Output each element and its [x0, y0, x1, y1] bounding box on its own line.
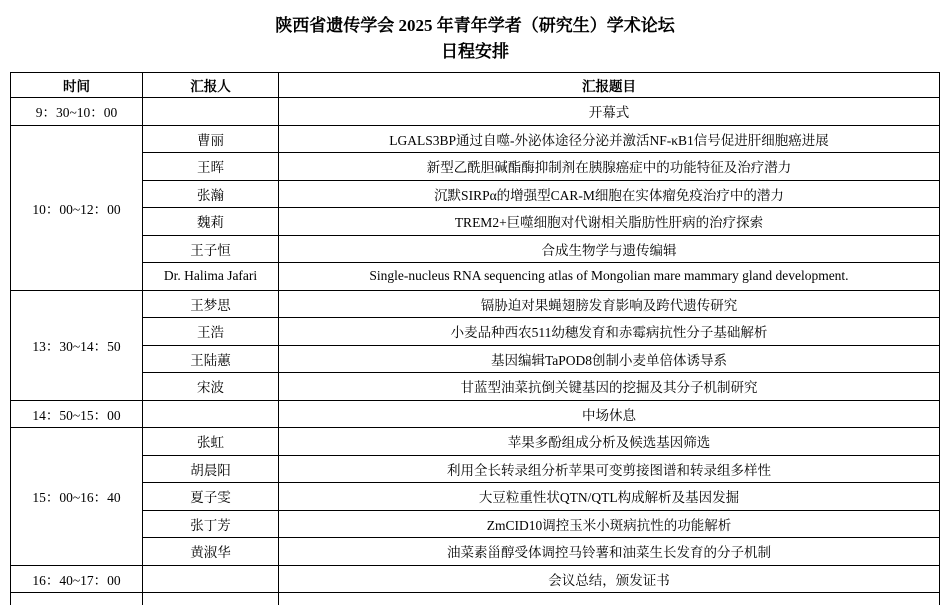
table-row-partial: [11, 593, 940, 605]
topic-cell: 会议总结，颁发证书: [279, 565, 940, 593]
table-row: [11, 208, 940, 236]
presenter-cell: 胡晨阳: [143, 455, 279, 483]
topic-cell: 镉胁迫对果蝇翅膀发育影响及跨代遗传研究: [279, 290, 940, 318]
table-row: [11, 455, 940, 483]
time-cell: 15：00~16：40: [11, 428, 143, 566]
time-cell: 14：50~15：00: [11, 400, 143, 428]
topic-cell: 苹果多酚组成分析及候选基因筛选: [279, 428, 940, 456]
table-row: [11, 483, 940, 511]
time-cell: 9：30~10：00: [11, 98, 143, 126]
presenter-cell: [143, 98, 279, 126]
table-row: [11, 345, 940, 373]
presenter-cell: 黄淑华: [143, 538, 279, 566]
table-row: [11, 400, 940, 428]
presenter-cell: 张瀚: [143, 180, 279, 208]
presenter-cell: 王梦思: [143, 290, 279, 318]
presenter-cell: Dr. Halima Jafari: [143, 263, 279, 291]
table-row: [11, 153, 940, 181]
topic-cell: 大豆粒重性状QTN/QTL构成解析及基因发掘: [279, 483, 940, 511]
topic-cell: 基因编辑TaPOD8创制小麦单倍体诱导系: [279, 345, 940, 373]
presenter-cell: [143, 593, 279, 605]
table-row: [11, 263, 940, 291]
table-row: [11, 290, 940, 318]
topic-cell: 中场休息: [279, 400, 940, 428]
presenter-cell: 曹丽: [143, 125, 279, 153]
topic-cell: TREM2+巨噬细胞对代谢相关脂肪性肝病的治疗探索: [279, 208, 940, 236]
topic-cell: 合成生物学与遗传编辑: [279, 235, 940, 263]
table-row: [11, 538, 940, 566]
topic-cell: 开幕式: [279, 98, 940, 126]
time-cell: 16：40~17：00: [11, 565, 143, 593]
topic-cell: 甘蓝型油菜抗倒关键基因的挖掘及其分子机制研究: [279, 373, 940, 401]
topic-cell: 小麦品种西农511幼穗发育和赤霉病抗性分子基础解析: [279, 318, 940, 346]
presenter-cell: [143, 400, 279, 428]
header-time: 时间: [11, 73, 143, 98]
presenter-cell: 张虹: [143, 428, 279, 456]
table-row: [11, 565, 940, 593]
presenter-cell: 王浩: [143, 318, 279, 346]
topic-cell: 油菜素甾醇受体调控马铃薯和油菜生长发育的分子机制: [279, 538, 940, 566]
page-subtitle: 日程安排: [441, 42, 509, 61]
table-row: [11, 98, 940, 126]
table-row: [11, 235, 940, 263]
presenter-cell: 宋波: [143, 373, 279, 401]
header-topic: 汇报题目: [279, 73, 940, 98]
table-row: [11, 428, 940, 456]
topic-cell: [279, 593, 940, 605]
topic-cell: Single-nucleus RNA sequencing atlas of Mongolian mare mammary gland development.: [279, 263, 940, 291]
topic-cell: 新型乙酰胆碱酯酶抑制剂在胰腺癌症中的功能特征及治疗潜力: [279, 153, 940, 181]
table-row: [11, 125, 940, 153]
page-title: 陕西省遗传学会 2025 年青年学者（研究生）学术论坛: [275, 16, 675, 35]
table-row: [11, 318, 940, 346]
presenter-cell: 张丁芳: [143, 510, 279, 538]
presenter-cell: 王陆蕙: [143, 345, 279, 373]
topic-cell: 利用全长转录组分析苹果可变剪接图谱和转录组多样性: [279, 455, 940, 483]
topic-cell: 沉默SIRPα的增强型CAR-M细胞在实体瘤免疫治疗中的潜力: [279, 180, 940, 208]
topic-cell: ZmCID10调控玉米小斑病抗性的功能解析: [279, 510, 940, 538]
table-row: [11, 373, 940, 401]
schedule-table: [10, 72, 940, 605]
table-row: [11, 510, 940, 538]
presenter-cell: 夏子雯: [143, 483, 279, 511]
header-presenter: 汇报人: [143, 73, 279, 98]
presenter-cell: 魏莉: [143, 208, 279, 236]
table-row: [11, 180, 940, 208]
presenter-cell: 王子恒: [143, 235, 279, 263]
time-cell: 10：00~12：00: [11, 125, 143, 290]
time-cell: [11, 593, 143, 605]
presenter-cell: [143, 565, 279, 593]
presenter-cell: 王晖: [143, 153, 279, 181]
header-row: [11, 73, 940, 98]
topic-cell: LGALS3BP通过自噬-外泌体途径分泌并激活NF-κB1信号促进肝细胞癌进展: [279, 125, 940, 153]
time-cell: 13：30~14：50: [11, 290, 143, 400]
